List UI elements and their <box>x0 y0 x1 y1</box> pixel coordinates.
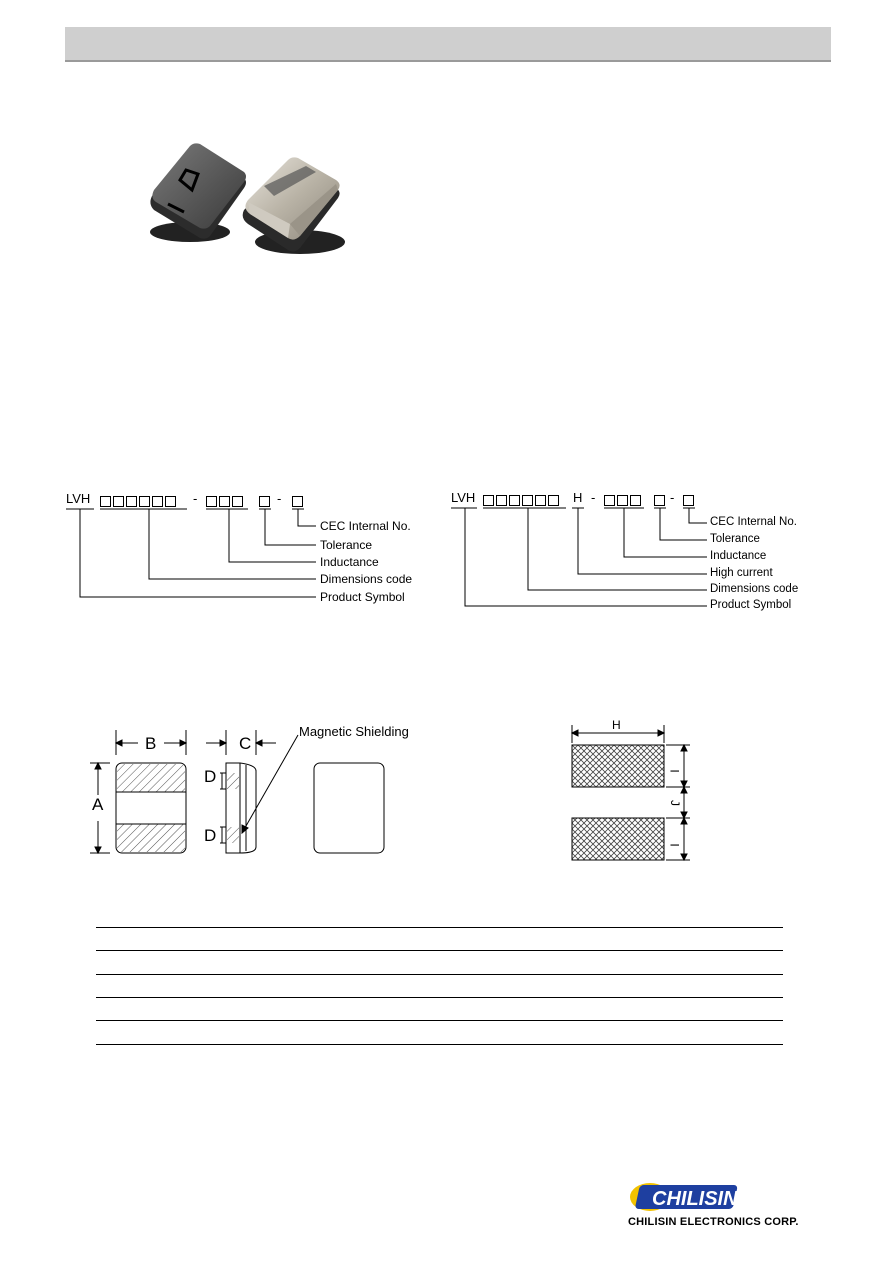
table-rule-5 <box>96 1020 783 1021</box>
right-sep-2: - <box>670 490 675 505</box>
table-rule-1 <box>96 927 783 928</box>
dim-label-a: A <box>92 795 104 814</box>
left-sep-2: - <box>277 491 282 506</box>
table-rule-3 <box>96 974 783 975</box>
left-label-cec: CEC Internal No. <box>320 519 411 533</box>
right-label-tolerance: Tolerance <box>710 533 760 545</box>
land-label-h: H <box>612 718 621 732</box>
land-label-j: J <box>668 800 682 806</box>
dim-label-b: B <box>145 734 157 753</box>
land-pattern-drawing <box>560 715 700 870</box>
dim-label-d-top: D <box>204 767 217 786</box>
left-label-dimensions: Dimensions code <box>320 572 413 586</box>
dim-label-d-bottom: D <box>204 826 217 845</box>
left-sep-1: - <box>193 491 198 506</box>
company-name: CHILISIN ELECTRONICS CORP. <box>628 1216 799 1228</box>
land-label-i-bottom: I <box>667 843 682 847</box>
left-label-inductance: Inductance <box>320 555 379 569</box>
left-label-product: Product Symbol <box>320 590 405 604</box>
right-label-product: Product Symbol <box>710 599 792 611</box>
table-rule-4 <box>96 997 783 998</box>
right-prefix: LVH <box>451 490 476 505</box>
left-label-tolerance: Tolerance <box>320 538 373 552</box>
right-cec-box <box>683 492 696 510</box>
land-label-i-top: I <box>667 769 682 773</box>
chilisin-logo <box>628 1175 768 1215</box>
left-prefix: LVH <box>66 491 91 506</box>
right-label-dimensions: Dimensions code <box>710 583 799 595</box>
right-label-inductance: Inductance <box>710 550 767 562</box>
table-rule-2 <box>96 950 783 951</box>
dim-label-c: C <box>239 734 252 753</box>
right-ind-boxes <box>604 492 643 510</box>
right-label-high-current: High current <box>710 567 773 579</box>
magnetic-shielding-label: Magnetic Shielding <box>299 724 409 739</box>
right-label-cec: CEC Internal No. <box>710 516 797 528</box>
logo-brand: CHILISIN <box>652 1188 738 1210</box>
table-rule-6 <box>96 1044 783 1045</box>
right-high-letter: H <box>573 490 583 505</box>
right-tol-box <box>654 492 667 510</box>
right-sep-1: - <box>591 490 596 505</box>
right-dim-boxes <box>483 492 561 510</box>
